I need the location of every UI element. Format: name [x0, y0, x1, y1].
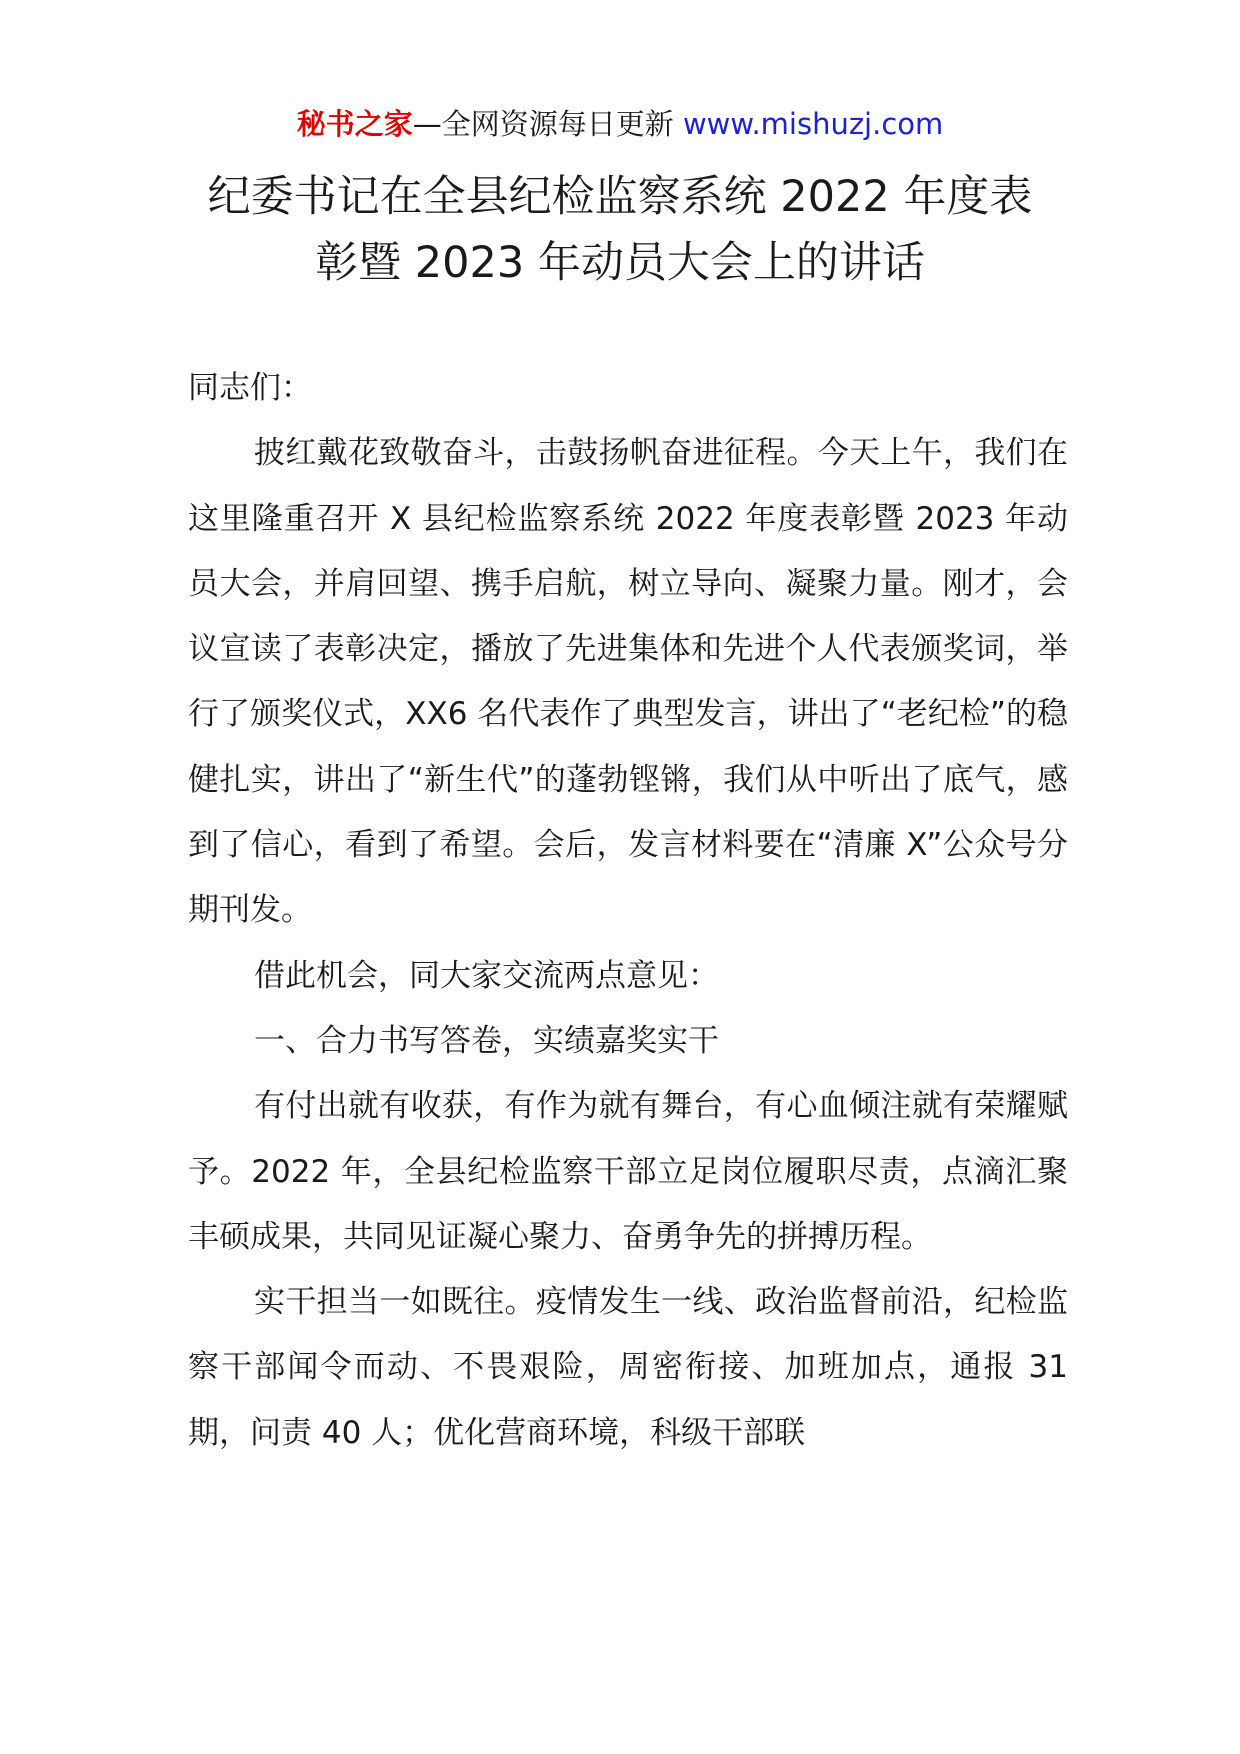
paragraph: 借此机会，同大家交流两点意见： [254, 957, 719, 994]
brand-name: 秘书之家 [296, 107, 413, 141]
title-line-2: 彰暨 2023 年动员大会上的讲话 [315, 238, 925, 288]
site-url-link[interactable]: www.mishuzj.com [682, 107, 944, 141]
watermark-header [0, 104, 1240, 144]
title-line-1: 纪委书记在全县纪检监察系统 2022 年度表 [207, 172, 1033, 222]
section-heading: 一、合力书写答卷，实绩嘉奖实干 [254, 1022, 719, 1059]
paragraph: 有付出就有收获，有作为就有舞台，有心血倾注就有荣耀赋予。2022 年，全县纪检监察干部立足岗位履职尽责，点滴汇聚丰硕成果，共同见证凝心聚力、奋勇争先的拼搏历程。 [188, 1088, 1068, 1255]
document-title [150, 164, 1090, 296]
document-body [188, 356, 1068, 1466]
greeting: 同志们： [188, 370, 312, 406]
header-tagline: —全网资源每日更新 [412, 107, 674, 141]
paragraph: 实干担当一如既往。疫情发生一线、政治监督前沿，纪检监察干部闻令而动、不畏艰险，周密衔接、加班加点，通报 31 期，问责 40 人；优化营商环境，科级干部联 [188, 1284, 1068, 1451]
paragraph: 披红戴花致敬奋斗，击鼓扬帆奋进征程。今天上午，我们在这里隆重召开 X 县纪检监察系统 2022 年度表彰暨 2023 年动员大会，并肩回望、携手启航，树立导向、凝聚力量。刚才，会议宣读了表彰决定，播放了先进集体和先进个人代表颁奖词，举行了颁奖仪式，XX6 名代表作了典型发言，讲出了“老纪检”的稳健扎实，讲出了“新生代”的蓬勃铿锵，我们从中听出了底气，感到了信心，看到了希望。会后，发言材料要在“清廉 X”公众号分期刊发。 [188, 435, 1068, 929]
